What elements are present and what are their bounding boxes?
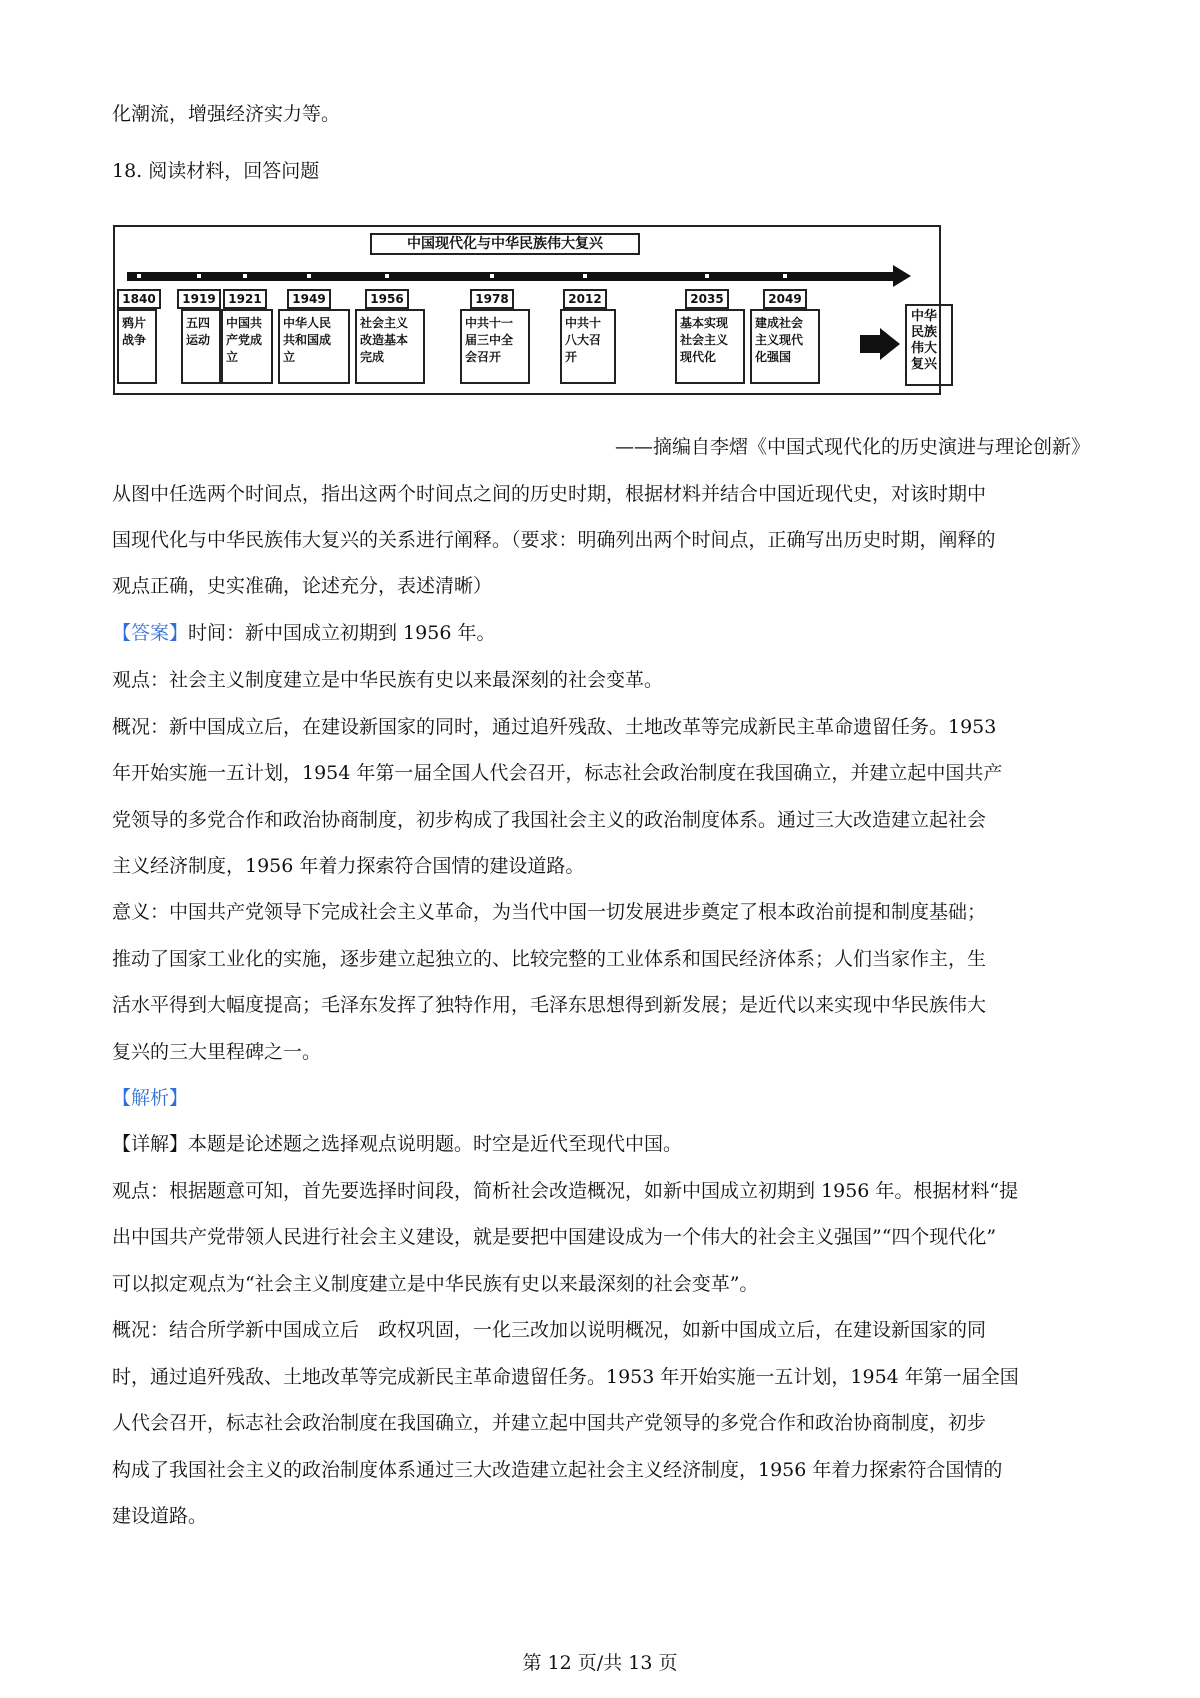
event-box: 中共十 八大召 开 [560,309,616,384]
answer-line: 活水平得到大幅度提高；毛泽东发挥了独特作用，毛泽东思想得到新发展；是近代以来实现中华民族伟大 [112,994,987,1016]
answer-line: 主义经济制度，1956 年着力探索符合国情的建设道路。 [112,855,585,877]
answer-time: 时间：新中国成立初期到 1956 年。 [188,622,496,644]
final-arrow-head [880,328,900,360]
detail-line: 出中国共产党带领人民进行社会主义建设，就是要把中国建设成为一个伟大的社会主义强国”“四个现代化” [112,1226,997,1248]
year-label: 1919 [177,289,221,309]
answer-line: 观点：社会主义制度建立是中华民族有史以来最深刻的社会变革。 [112,669,664,691]
year-label: 1921 [223,289,267,309]
timeline-tick [705,274,709,278]
timeline-tick [583,274,587,278]
answer-line: 复兴的三大里程碑之一。 [112,1041,322,1063]
detail-line: 观点：根据题意可知，首先要选择时间段，简析社会改造概况，如新中国成立初期到 1956 年。根据材料“提 [112,1180,1019,1202]
year-label: 1840 [117,289,161,309]
question-text: 国现代化与中华民族伟大复兴的关系进行阐释。（要求：明确列出两个时间点，正确写出历史时期，阐释的 [112,529,996,551]
timeline-tick [243,274,247,278]
intro-line: 化潮流，增强经济实力等。 [112,103,341,125]
year-label: 1978 [470,289,514,309]
detail-line: 人代会召开，标志社会政治制度在我国确立，并建立起中国共产党领导的多党合作和政治协商制度，初步 [112,1412,987,1434]
question-number: 18. 阅读材料，回答问题 [112,160,320,182]
answer-tag: 【答案】 [112,622,189,644]
answer-line: 推动了国家工业化的实施，逐步建立起独立的、比较完整的工业体系和国民经济体系；人们当家作主，生 [112,948,987,970]
year-label: 1949 [287,289,331,309]
page-footer: 第 12 页/共 13 页 [522,1652,678,1674]
timeline-tick [385,274,389,278]
timeline-tick [137,274,141,278]
answer-line: 年开始实施一五计划，1954 年第一届全国人代会召开，标志社会政治制度在我国确立，并建立起中国共产 [112,762,1003,784]
detail-line: 可以拟定观点为“社会主义制度建立是中华民族有史以来最深刻的社会变革”。 [112,1273,759,1295]
timeline-tick [490,274,494,278]
event-box: 社会主义 改造基本 完成 [355,309,425,384]
final-arrow-shaft [860,335,882,353]
year-label: 2012 [563,289,607,309]
year-label: 1956 [365,289,409,309]
material-source: ——摘编自李熠《中国式现代化的历史演进与理论创新》 [614,436,1090,458]
detail-line: 时，通过追歼残敌、土地改革等完成新民主革命遗留任务。1953 年开始实施一五计划，1954 年第一届全国 [112,1366,1019,1388]
answer-line [112,619,1092,647]
timeline-tick [783,274,787,278]
timeline-tick [197,274,201,278]
timeline-tick [307,274,311,278]
detail-line: 建设道路。 [112,1505,208,1527]
timeline-arrow-head [893,265,911,287]
final-goal-box: 中华 民族 伟大 复兴 [905,304,953,386]
detail-line: 【详解】本题是论述题之选择观点说明题。时空是近代至现代中国。 [112,1133,683,1155]
year-label: 2035 [685,289,729,309]
detail-line: 概况：结合所学新中国成立后 政权巩固，一化三改加以说明概况，如新中国成立后，在建设新国家的同 [112,1319,987,1341]
question-text: 从图中任选两个时间点，指出这两个时间点之间的历史时期，根据材料并结合中国近现代史，对该时期中 [112,483,987,505]
year-label: 2049 [763,289,807,309]
diagram-title: 中国现代化与中华民族伟大复兴 [370,233,640,255]
event-box: 建成社会 主义现代 化强国 [750,309,820,384]
event-box: 中共十一 届三中全 会召开 [460,309,530,384]
detail-line: 构成了我国社会主义的政治制度体系通过三大改造建立起社会主义经济制度，1956 年着力探索符合国情的 [112,1459,1003,1481]
answer-line: 概况：新中国成立后，在建设新国家的同时，通过追歼残敌、土地改革等完成新民主革命遗留任务。1953 [112,716,997,738]
answer-line: 党领导的多党合作和政治协商制度，初步构成了我国社会主义的政治制度体系。通过三大改造建立起社会 [112,809,987,831]
event-box: 中国共 产党成 立 [221,309,273,384]
answer-line: 意义：中国共产党领导下完成社会主义革命，为当代中国一切发展进步奠定了根本政治前提和制度基础； [112,901,987,923]
analysis-tag: 【解析】 [112,1087,189,1109]
event-box: 中华人民 共和国成 立 [278,309,350,384]
question-text: 观点正确，史实准确，论述充分，表述清晰） [112,575,493,597]
event-box: 基本实现 社会主义 现代化 [675,309,745,384]
timeline-diagram [113,225,941,395]
event-box: 五四 运动 [181,309,221,384]
event-box: 鸦片 战争 [117,309,157,384]
